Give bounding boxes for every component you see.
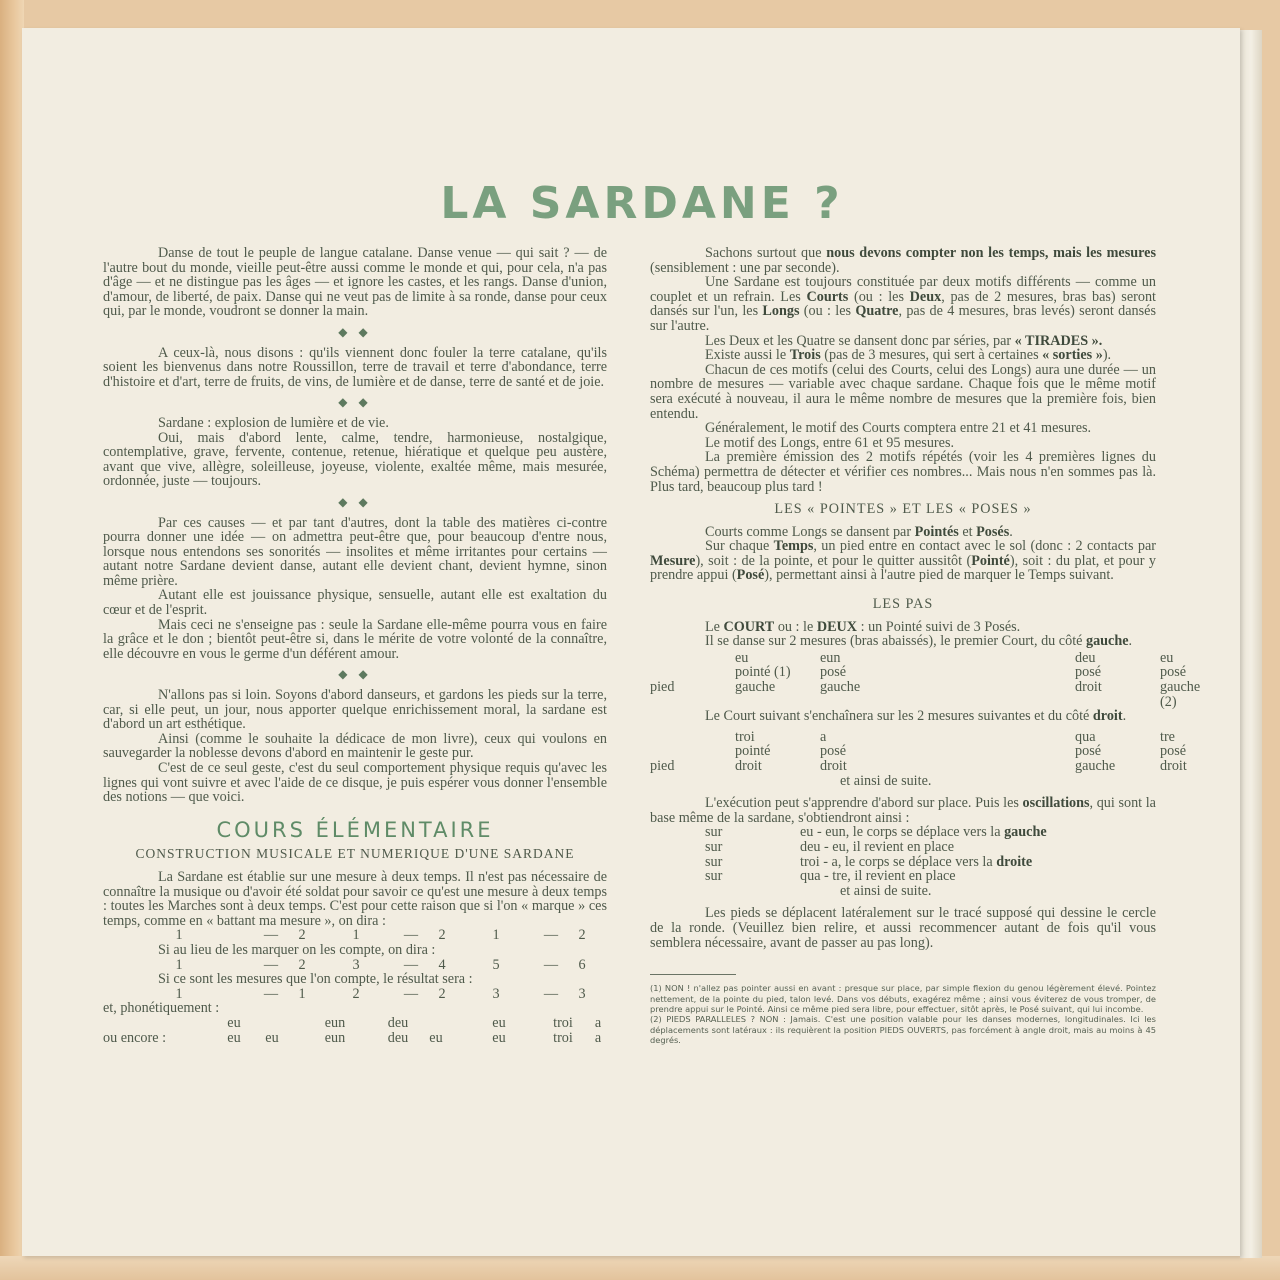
paragraph: Ainsi (comme le souhaite la dédicace de mon livre), ceux qui voulons en sauvegarder la noblesse devons d'abord en maintenir le geste pur. [103,730,607,762]
paragraph: Sardane : explosion de lumière et de vie. [158,414,389,431]
page-title: LA SARDANE ? [440,178,844,229]
paragraph: Existe aussi le Trois (pas de 3 mesures, qui sert à certaines « sorties »). [705,347,1112,364]
footnote-rule [650,974,736,975]
paragraph: Danse de tout le peuple de langue catalane. Danse venue — qui sait ? — de l'autre bout du monde, vieille peut-être aussi comme le monde et qui, pour cela, n'a pas d'âge — et ne distingue pas les âges — et ignore les castes, et les rangs. Danse d'union, d'amour, de liberté, de paix. Danse qui ne veut pas de limite à sa ronde, danse pour ceux qui, par le monde, voudront se donner la main. [103,245,607,320]
paragraph: A ceux-là, nous disons : qu'ils viennent donc fouler la terre catalane, qu'ils soient les bienvenus dans notre Roussillon, terre de travail et terre d'abondance, terre d'histoire et d'art, terre de fruits, de vins, de lumière et de danse, terre de santé et de joie. [103,344,607,390]
right-column [650,245,1201,1046]
phonetic-row-2: ou encore : eu eu eun deu eu eu troi a [103,1029,602,1046]
paragraph: L'exécution peut s'apprendre d'abord sur place. Puis les oscillations, qui sont la base même de la sardane, s'obtiendront ainsi : [650,795,1156,826]
paragraph: C'est de ce seul geste, c'est du seul comportement physique requis qu'avec les lignes qui vont suivre et avec l'aide de ce disque, je puis espérer vous donner l'ensemble des notions — que voici. [103,760,607,806]
paragraph: La première émission des 2 motifs répétés (voir les 4 premières lignes du Schéma) permettra de détecter et vérifier ces nombres... Mais nous n'en sommes pas là. Plus tard, beaucoup plus tard ! [650,449,1156,495]
paragraph: Le motif des Longs, entre 61 et 95 mesures. [705,434,955,451]
section-subheading: CONSTRUCTION MUSICALE ET NUMERIQUE D'UNE SARDANE [135,846,575,862]
paragraph: Si ce sont les mesures que l'on compte, le résultat sera : [158,971,473,988]
ornament-diamonds: ◆ ◆ [338,395,372,410]
paragraph: Oui, mais d'abord lente, calme, tendre, harmonieuse, nostalgique, contemplative, grave, fervente, contenue, retenue, hiératique et quelque peu austère, avant que vive, allègre, soleilleuse, joyeuse, violente, exaltée même, mais mesurée, ordonnée, juste — toujours. [103,429,607,490]
section-heading-pointes: LES « POINTES » ET LES « POSES » [774,501,1032,518]
paragraph: et, phonétiquement : [103,1000,220,1017]
left-column [103,246,607,1045]
paragraph: Sur chaque Temps, un pied entre en contact avec le sol (donc : 2 contacts par Mesure), soit : de la pointe, et pour le quitter aussitôt (Pointé), soit : du plat, et pour y prendre appui (Posé), permettant ainsi à l'autre pied de marquer le Temps suivant. [650,538,1156,584]
oscillation-list: sur eu - eun, le corps se déplace vers la gauche sur deu - eu, il revient en place sur troi - a, le corps se déplace vers la droite sur qua - tre, il revient en place et ainsi de suite. [705,824,1047,899]
paragraph: Il se danse sur 2 mesures (bras abaissés), le premier Court, du côté gauche. [705,633,1133,650]
steps-table-2: troi a qua tre pointé posé posé posé pied droit droit gauche droit et ainsi de suite. [650,728,1187,789]
ornament-diamonds: ◆ ◆ [338,494,372,509]
book-edge-bottom [0,1256,1280,1280]
paragraph: Autant elle est jouissance physique, sensuelle, autant elle est exaltation du cœur et de l'esprit. [103,587,607,619]
footnote-2: (2) PIEDS PARALLELES ? NON : Jamais. C'est une position valable pour les danses modernes, longitudinales. Ici les déplacements sont latéraux : ils requièrent la position PIEDS OUVERTS, pas forcément à angle droit, mais au moins à 45 degrés. [650,1014,1156,1046]
book-edge-left [0,0,24,1280]
page [22,28,1240,1256]
paragraph: Les Deux et les Quatre se dansent donc par séries, par « TIRADES ». [705,332,1103,349]
paragraph: Le Court suivant s'enchaînera sur les 2 mesures suivantes et du côté droit. [705,708,1127,725]
phonetic-row-1: eu eun deu eu troi a [227,1014,602,1031]
paragraph: Par ces causes — et par tant d'autres, dont la table des matières ci-contre pourra donner une idée — on admettra peut-être que, pour beaucoup d'entre nous, lorsque nous entendons ses sonorités — insolites et même irritantes pour certains — autant notre Sardane devient danse, autant elle devient chant, devient hymne, sinon même prière. [103,514,607,589]
footnote-1: (1) NON ! n'allez pas pointer aussi en avant : presque sur place, par simple flexion du genou légèrement élevé. Pointez nettement, de la pointe du pied, talon levé. Dans vos débuts, exagérez même ; ainsi vous éviterez de vous tromper, de prendre appui sur le Pointé. Ainsi ce même pied sera libre, pour effectuer, sitôt après, le Posé suivant, qui lui incombe. [650,983,1156,1014]
count-row-1: 1 — 2 1 — 2 1 — 2 [175,927,586,944]
paragraph: Courts comme Longs se dansent par Pointés et Posés. [705,523,1013,540]
paragraph: Si au lieu de les marquer on les compte, on dira : [158,941,436,958]
ornament-diamonds: ◆ ◆ [338,667,372,682]
paragraph: Chacun de ces motifs (celui des Courts, celui des Longs) aura une durée — un nombre de mesures — variable avec chaque sardane. Chaque fois que le même motif sera exécuté à nouveau, il aura le même nombre de mesures que la première fois, bien entendu. [650,361,1156,422]
paragraph: La Sardane est établie sur une mesure à deux temps. Il n'est pas nécessaire de connaître la musique ou d'avoir été soldat pour savoir ce qu'est une mesure à deux temps : toutes les Marches sont à deux temps. C'est pour cette raison que si l'on « marque » ces temps, comme en « battant ma mesure », on dira : [103,868,607,929]
paragraph: Une Sardane est toujours constituée par deux motifs différents — comme un couplet et un refrain. Les Courts (ou : les Deux, pas de 2 mesures, bras bas) seront dansés sur l'un, les Longs (ou : les Quatre, pas de 4 mesures, bras levés) seront dansés sur l'autre. [650,274,1156,334]
steps-table-1: eu eun deu eu pointé (1) posé posé posé pied gauche gauche droit gauche (2) [650,649,1201,710]
footnotes [650,983,1156,1045]
paragraph: Les pieds se déplacent latéralement sur le tracé supposé qui dessine le cercle de la ronde. (Veuillez bien relire, et aussi recommencer autant de fois qu'il vous semblera nécessaire, avant de passer au pas long). [650,905,1156,951]
paragraph: Généralement, le motif des Courts comptera entre 21 et 41 mesures. [705,420,1092,437]
paragraph: Sachons surtout que nous devons compter non les temps, mais les mesures (sensiblement : une par seconde). [650,245,1156,276]
section-heading-pas: LES PAS [872,596,934,613]
paragraph: Le COURT ou : le DEUX : un Pointé suivi de 3 Posés. [705,618,1021,635]
section-heading-cours: COURS ÉLÉMENTAIRE [216,817,494,842]
count-row-2: 1 — 2 3 — 4 5 — 6 [175,956,586,973]
paragraph: Mais ceci ne s'enseigne pas : seule la Sardane elle-même pourra vous en faire la grâce et le don ; bientôt peut-être si, dans le mérite de votre volonté de la connaître, elle découvre en vous le germe d'un déférent amour. [103,616,607,662]
ornament-diamonds: ◆ ◆ [338,324,372,339]
paragraph: N'allons pas si loin. Soyons d'abord danseurs, et gardons les pieds sur la terre, car, si elle peut, un jour, nous apporter quelque enrichissement moral, la sardane est d'abord un art esthétique. [103,687,607,733]
count-row-3: 1 — 1 2 — 2 3 — 3 [175,985,586,1002]
